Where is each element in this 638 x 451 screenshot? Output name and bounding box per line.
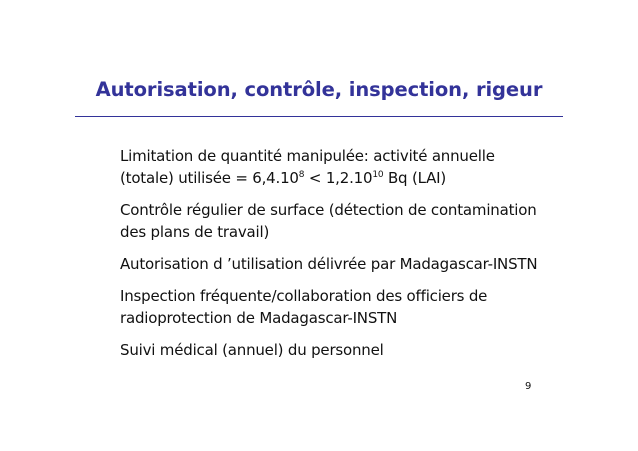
list-item-line: radioprotection de Madagascar-INSTN [120,309,398,327]
list-item-line: Limitation de quantité manipulée: activité annuelle [120,147,495,165]
list-item-medical-followup [120,339,550,361]
list-item-inspection [120,285,550,329]
formula-text-part: Bq (LAI) [383,169,447,187]
slide-body [120,145,550,371]
page-number: 9 [525,381,532,392]
list-item-line: Suivi médical (annuel) du personnel [120,341,384,359]
slide-title: Autorisation, contrôle, inspection, rigeur [95,78,543,101]
list-item-line: des plans de travail) [120,223,270,241]
list-item-line-formula [120,167,550,189]
list-item-line: Contrôle régulier de surface (détection de contamination [120,201,537,219]
formula-text-part: < 1,2.10 [304,169,373,187]
formula-exponent: 10 [372,170,384,180]
list-item-quantity-limit [120,145,550,189]
title-underline [75,116,563,117]
list-item-surface-control [120,199,550,243]
formula-exponent: 8 [298,170,305,180]
formula-text-part: (totale) utilisée = 6,4.10 [120,169,299,187]
list-item-line: Inspection fréquente/collaboration des officiers de [120,287,488,305]
list-item-authorization [120,253,550,275]
list-item-line: Autorisation d ’utilisation délivrée par Madagascar-INSTN [120,255,538,273]
